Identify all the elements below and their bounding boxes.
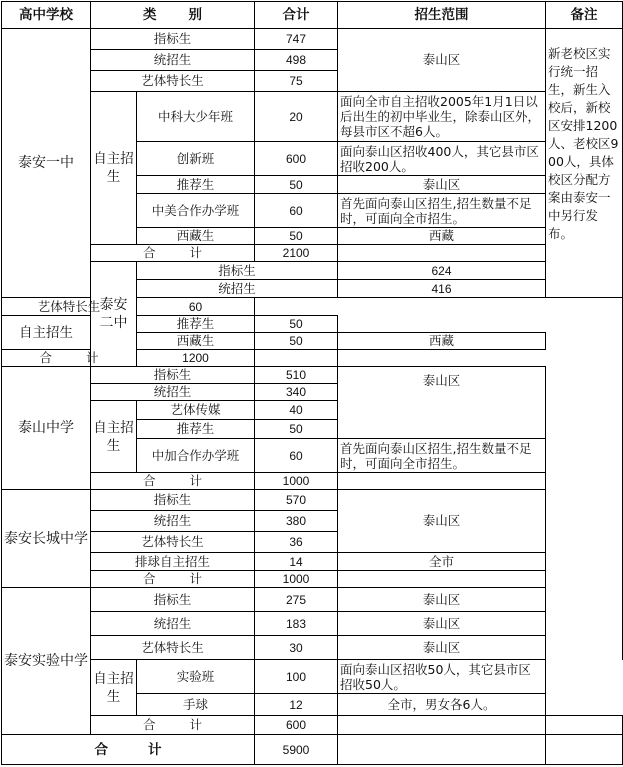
category-cell: 指标生 — [137, 262, 338, 280]
category-cell: 推荐生 — [137, 420, 255, 439]
count-cell: 40 — [255, 401, 338, 420]
count-cell: 183 — [255, 612, 338, 636]
count-cell: 498 — [255, 50, 338, 71]
subtotal-row — [2, 245, 623, 262]
category-cell: 统招生 — [91, 511, 255, 532]
subtotal-row — [2, 716, 623, 735]
school-name: 泰安长城中学 — [2, 490, 91, 588]
note-cell-empty — [546, 716, 623, 735]
range-cell: 泰山区 — [338, 367, 546, 439]
category-cell: 艺体特长生 — [91, 636, 255, 660]
header-category: 类 别 — [91, 2, 255, 29]
range-cell — [338, 571, 546, 588]
category-cell: 中科大少年班 — [137, 92, 255, 142]
grand-total-row — [2, 735, 623, 765]
subtotal-value: 1200 — [137, 350, 255, 367]
note-cell-empty — [546, 735, 623, 765]
header-note: 备注 — [546, 2, 623, 29]
subtotal-row — [2, 473, 623, 490]
table-row — [2, 262, 623, 280]
school-name: 泰安实验中学 — [2, 588, 91, 735]
category-cell: 指标生 — [91, 588, 255, 612]
count-cell: 60 — [255, 194, 338, 228]
zizhu-label: 自主招生 — [2, 316, 91, 350]
subtotal-value: 1000 — [255, 473, 338, 490]
table-row — [2, 29, 623, 50]
count-cell: 12 — [255, 694, 338, 716]
category-cell: 指标生 — [91, 29, 255, 50]
table-row — [2, 553, 623, 571]
range-cell — [255, 350, 338, 367]
range-cell: 面向泰山区招收50人，其它县市区招收50人。 — [338, 660, 546, 694]
count-cell: 100 — [255, 660, 338, 694]
subtotal-value: 1000 — [255, 571, 338, 588]
category-cell: 实验班 — [137, 660, 255, 694]
table-row — [2, 612, 623, 636]
count-cell: 600 — [255, 142, 338, 176]
category-cell: 艺体特长生 — [2, 298, 137, 316]
table-row — [2, 490, 623, 511]
range-cell: 泰山区 — [338, 588, 546, 612]
category-cell: 指标生 — [91, 367, 255, 384]
count-cell: 30 — [255, 636, 338, 660]
category-cell: 手球 — [137, 694, 255, 716]
count-cell: 50 — [255, 333, 338, 350]
range-cell: 泰山区 — [338, 29, 546, 92]
category-cell: 艺体特长生 — [91, 532, 255, 553]
header-total: 合计 — [255, 2, 338, 29]
zizhu-label: 自主招生 — [91, 92, 137, 245]
count-cell: 416 — [338, 280, 546, 298]
range-cell: 首先面向泰山区招生,招生数量不足时，可面向全市招生。 — [338, 439, 546, 473]
zizhu-label: 自主招生 — [91, 660, 137, 716]
header-school: 高中学校 — [2, 2, 91, 29]
subtotal-value: 600 — [255, 716, 338, 735]
grand-total-value: 5900 — [255, 735, 338, 765]
table-row — [2, 298, 623, 316]
category-cell: 艺体传媒 — [137, 401, 255, 420]
category-cell: 统招生 — [91, 384, 255, 401]
category-cell: 统招生 — [91, 50, 255, 71]
enrollment-table-sheet — [1, 1, 622, 764]
school-name: 泰安一中 — [2, 29, 91, 298]
subtotal-label: 合 计 — [91, 571, 255, 588]
category-cell: 指标生 — [91, 490, 255, 511]
range-cell: 泰山区 — [338, 490, 546, 553]
table-row — [2, 660, 623, 694]
category-cell: 艺体特长生 — [91, 71, 255, 92]
range-cell: 首先面向泰山区招生,招生数量不足时，可面向全市招生。 — [338, 194, 546, 228]
subtotal-label: 合 计 — [2, 350, 137, 367]
range-cell — [338, 473, 546, 490]
count-cell: 340 — [255, 384, 338, 401]
category-cell: 推荐生 — [137, 316, 255, 333]
range-cell: 泰山区 — [338, 176, 546, 194]
enrollment-table — [1, 1, 623, 765]
table-row — [2, 367, 623, 384]
range-cell: 面向全市自主招收2005年1月1日以后出生的初中毕业生，除泰山区外，每县市区不超6人。 — [338, 92, 546, 142]
table-row — [2, 92, 623, 142]
category-cell: 排球自主招生 — [91, 553, 255, 571]
subtotal-row — [2, 350, 623, 367]
count-cell: 510 — [255, 367, 338, 384]
category-cell: 统招生 — [137, 280, 338, 298]
category-cell: 西藏生 — [137, 228, 255, 245]
table-row — [2, 588, 623, 612]
school-name: 泰山中学 — [2, 367, 91, 490]
subtotal-label: 合 计 — [91, 473, 255, 490]
note-cell: 新老校区实行统一招生，新生入校后，新校区安排1200人、老校区900人，具体校区分配方案由泰安一中另行发布。 — [546, 29, 623, 298]
count-cell: 570 — [255, 490, 338, 511]
range-cell: 泰山区 — [338, 612, 546, 636]
range-cell: 全市 — [338, 553, 546, 571]
range-cell: 全市，男女各6人。 — [338, 694, 546, 716]
count-cell: 50 — [255, 316, 338, 333]
subtotal-row — [2, 571, 623, 588]
header-row — [2, 2, 623, 29]
range-cell — [338, 245, 546, 262]
count-cell: 50 — [255, 420, 338, 439]
category-cell: 推荐生 — [137, 176, 255, 194]
count-cell: 60 — [137, 298, 255, 316]
count-cell: 36 — [255, 532, 338, 553]
header-range: 招生范围 — [338, 2, 546, 29]
range-cell: 面向泰山区招收400人，其它县市区招收200人。 — [338, 142, 546, 176]
count-cell: 380 — [255, 511, 338, 532]
school-name: 泰安二中 — [91, 262, 137, 367]
count-cell: 275 — [255, 588, 338, 612]
category-cell: 创新班 — [137, 142, 255, 176]
subtotal-label: 合 计 — [91, 245, 255, 262]
subtotal-label: 合 计 — [91, 716, 255, 735]
table-row — [2, 636, 623, 660]
count-cell: 14 — [255, 553, 338, 571]
count-cell: 747 — [255, 29, 338, 50]
range-cell — [338, 735, 546, 765]
range-cell — [338, 716, 546, 735]
category-cell: 中美合作办学班 — [137, 194, 255, 228]
category-cell: 中加合作办学班 — [137, 439, 255, 473]
category-cell: 西藏生 — [137, 333, 255, 350]
grand-total-label: 合 计 — [2, 735, 255, 765]
count-cell: 50 — [255, 228, 338, 245]
count-cell: 20 — [255, 92, 338, 142]
count-cell: 624 — [338, 262, 546, 280]
range-cell: 西藏 — [338, 228, 546, 245]
subtotal-value: 2100 — [255, 245, 338, 262]
count-cell: 50 — [255, 176, 338, 194]
count-cell: 75 — [255, 71, 338, 92]
zizhu-label: 自主招生 — [91, 401, 137, 473]
category-cell: 统招生 — [91, 612, 255, 636]
range-cell: 西藏 — [338, 333, 546, 350]
count-cell: 60 — [255, 439, 338, 473]
range-cell: 泰山区 — [338, 636, 546, 660]
